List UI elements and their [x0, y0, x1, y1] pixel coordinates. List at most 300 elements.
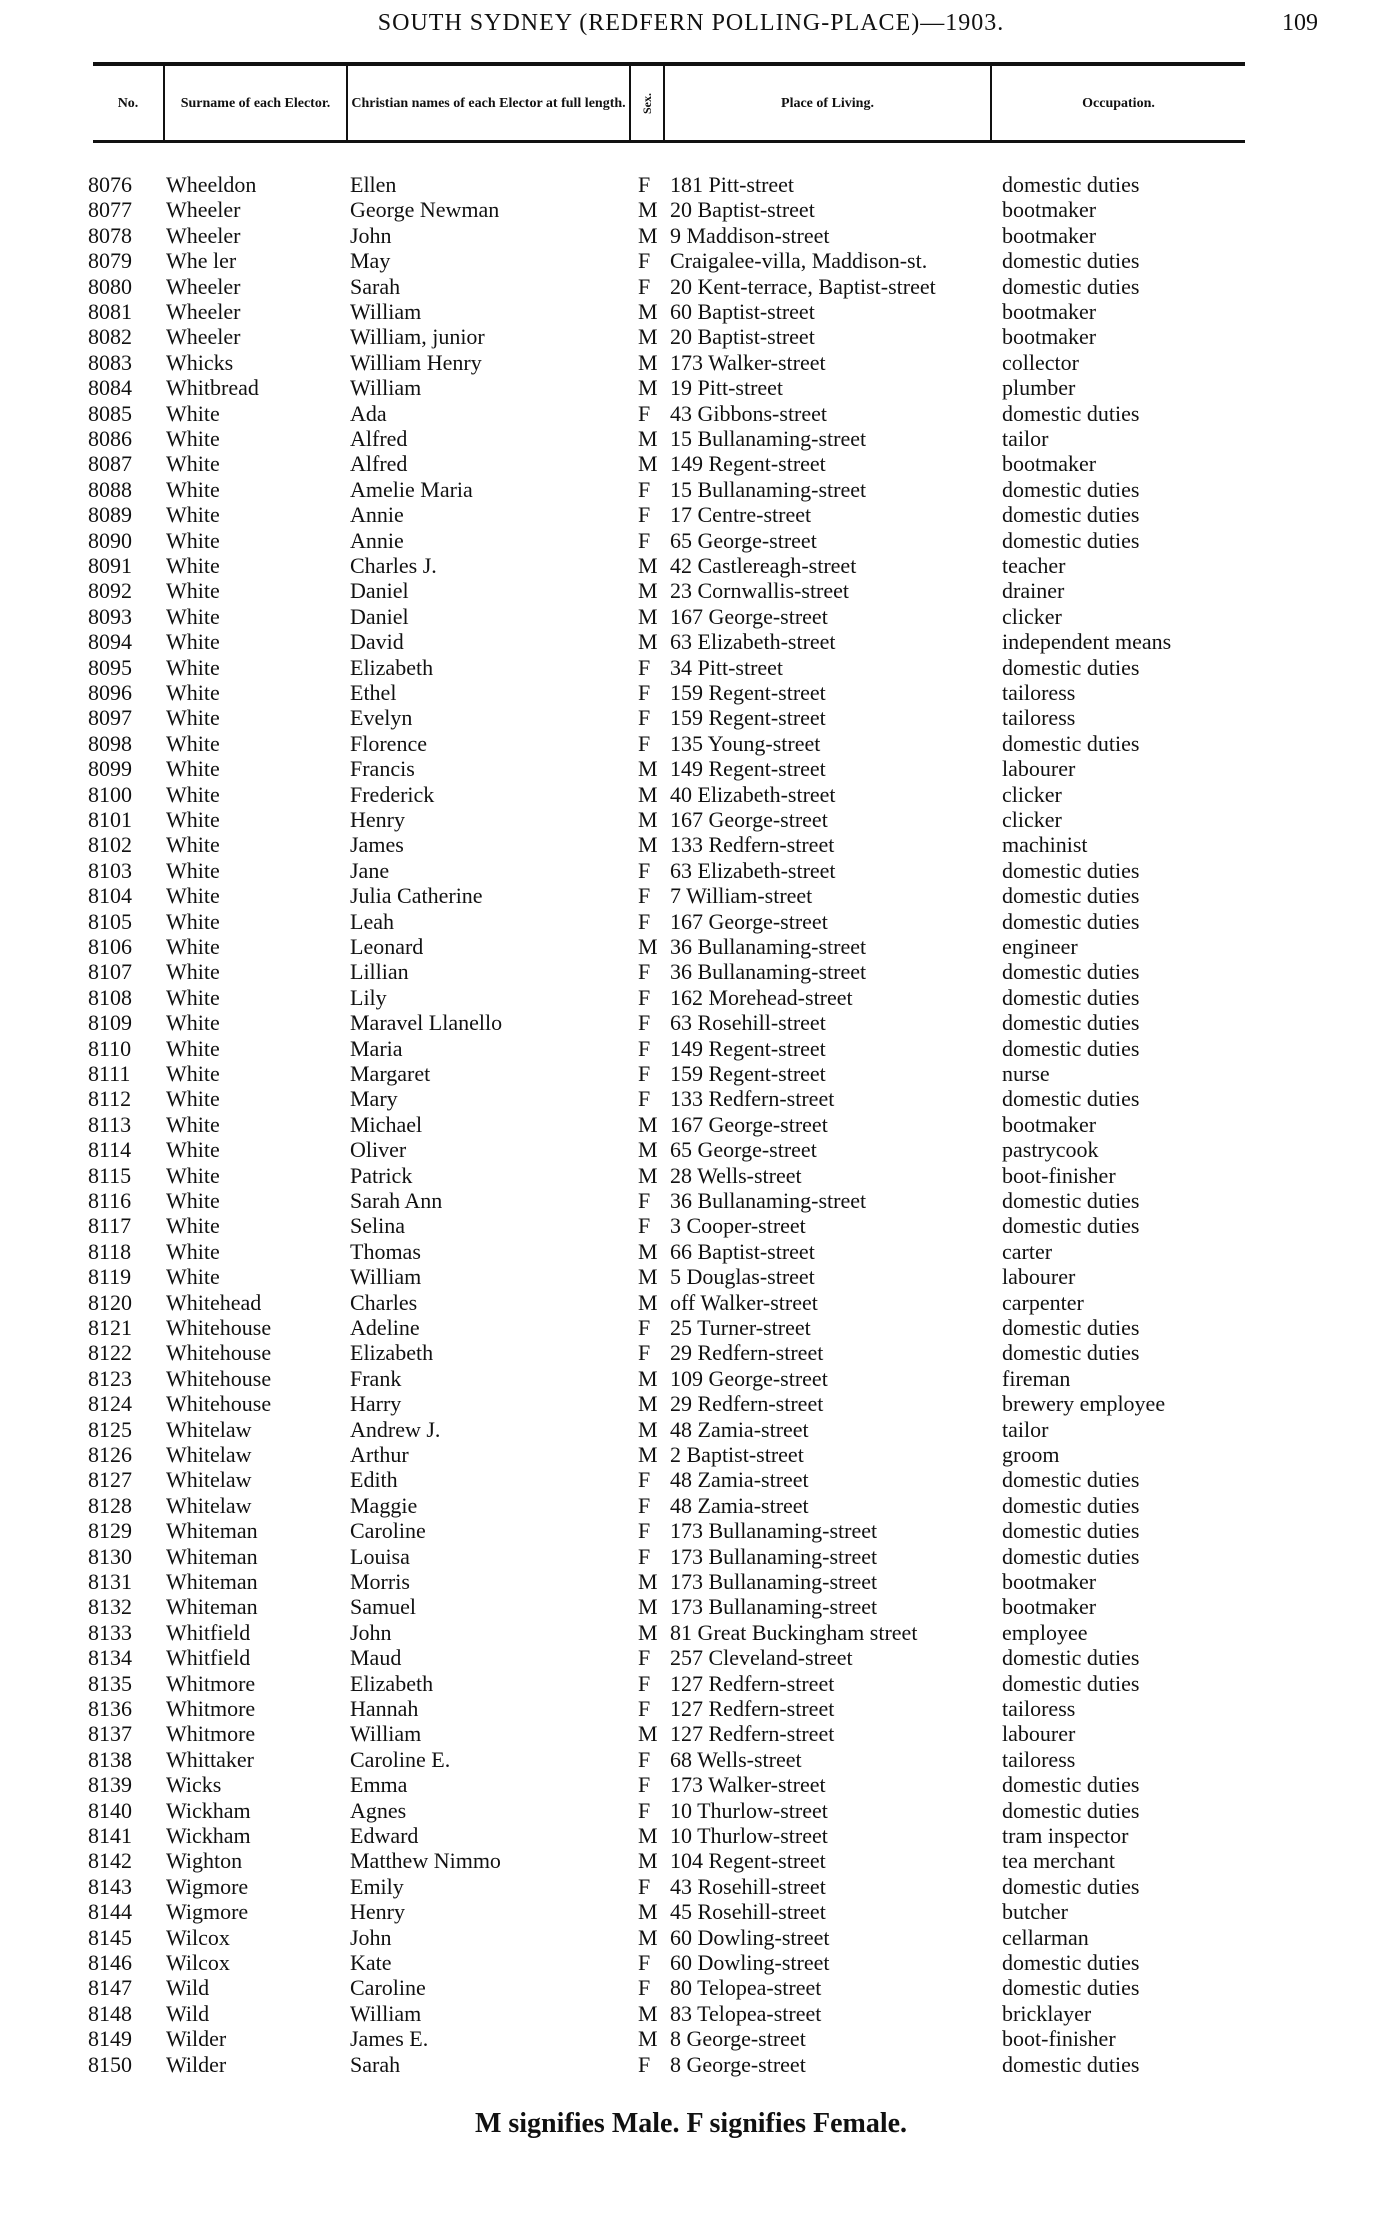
place-of-living: 15 Bullanaming-street — [670, 426, 867, 451]
sex: F — [638, 2051, 651, 2077]
occupation: domestic duties — [1002, 1010, 1140, 1036]
christian-names: Maggie — [350, 1492, 418, 1518]
sex: F — [638, 1213, 651, 1239]
elector-number: 8099 — [88, 756, 132, 782]
header-place: Place of Living. — [665, 66, 992, 140]
surname: White — [166, 654, 220, 680]
table-row — [0, 1950, 1382, 1975]
christian-names: James E. — [350, 2026, 429, 2052]
elector-number: 8109 — [88, 1010, 132, 1036]
sex: F — [638, 1340, 651, 1366]
christian-names: Henry — [350, 1899, 405, 1925]
occupation: tram inspector — [1002, 1823, 1129, 1848]
table-row — [0, 375, 1382, 400]
occupation: domestic duties — [1002, 1670, 1140, 1696]
place-of-living: 8 George-street — [670, 2051, 806, 2077]
surname: Whitmore — [166, 1696, 256, 1721]
surname: Whitmore — [166, 1670, 256, 1696]
occupation: domestic duties — [1002, 400, 1140, 426]
elector-number: 8150 — [88, 2051, 132, 2077]
surname: Whitmore — [166, 1721, 256, 1747]
table-row — [0, 1975, 1382, 2000]
place-of-living: 5 Douglas-street — [670, 1264, 815, 1290]
place-of-living: 63 Elizabeth-street — [670, 629, 836, 655]
elector-number: 8119 — [88, 1264, 132, 1290]
surname: Whitehouse — [166, 1340, 272, 1366]
sex: F — [638, 730, 651, 756]
elector-number: 8133 — [88, 1619, 132, 1645]
place-of-living: 23 Cornwallis-street — [670, 578, 850, 604]
header-occupation: Occupation. — [1082, 95, 1155, 111]
sex: F — [638, 857, 651, 883]
occupation: drainer — [1002, 578, 1065, 604]
place-of-living: 173 Walker-street — [670, 1772, 826, 1798]
occupation: clicker — [1002, 807, 1062, 832]
sex: M — [638, 222, 658, 248]
occupation: carter — [1002, 1238, 1053, 1264]
place-of-living: 29 Redfern-street — [670, 1340, 824, 1366]
christian-names: Francis — [350, 756, 415, 782]
christian-names: Lily — [350, 984, 387, 1010]
christian-names: Matthew Nimmo — [350, 1848, 501, 1874]
occupation: domestic duties — [1002, 1492, 1140, 1518]
surname: Wickham — [166, 1797, 251, 1823]
sex: F — [638, 1086, 651, 1112]
place-of-living: 173 Bullanaming-street — [670, 1543, 878, 1569]
sex: M — [638, 426, 658, 451]
occupation: bootmaker — [1002, 1111, 1097, 1137]
occupation: domestic duties — [1002, 654, 1140, 680]
elector-number: 8135 — [88, 1670, 132, 1696]
elector-number: 8113 — [88, 1111, 132, 1137]
table-row — [0, 731, 1382, 756]
christian-names: May — [350, 248, 391, 274]
christian-names: Caroline E. — [350, 1746, 451, 1772]
surname: Wheeler — [166, 299, 241, 324]
christian-names: Caroline — [350, 1975, 426, 2001]
surname: Wilcox — [166, 1924, 230, 1950]
christian-names: Evelyn — [350, 705, 413, 731]
christian-names: Harry — [350, 1391, 402, 1417]
occupation: machinist — [1002, 832, 1088, 858]
table-row — [0, 1671, 1382, 1696]
christian-names: Mary — [350, 1086, 398, 1112]
table-row — [0, 705, 1382, 730]
elector-number: 8122 — [88, 1340, 132, 1366]
sex: M — [638, 807, 658, 832]
elector-number: 8087 — [88, 451, 132, 477]
christian-names: Sarah Ann — [350, 1188, 443, 1213]
sex: F — [638, 1315, 651, 1340]
christian-names: Hannah — [350, 1696, 419, 1721]
place-of-living: 8 George-street — [670, 2026, 806, 2052]
christian-names: Daniel — [350, 603, 409, 629]
christian-names: Arthur — [350, 1442, 409, 1467]
elector-number: 8100 — [88, 781, 132, 807]
elector-number: 8082 — [88, 324, 132, 350]
table-row — [0, 502, 1382, 527]
surname: Whiteman — [166, 1543, 258, 1569]
sex: F — [638, 1467, 651, 1493]
sex: M — [638, 1899, 658, 1925]
table-row — [0, 1442, 1382, 1467]
surname: White — [166, 1162, 220, 1188]
occupation: domestic duties — [1002, 1467, 1140, 1493]
place-of-living: 25 Turner-street — [670, 1315, 811, 1340]
elector-number: 8132 — [88, 1594, 132, 1620]
sex: F — [638, 1010, 651, 1036]
elector-number: 8128 — [88, 1492, 132, 1518]
occupation: domestic duties — [1002, 1950, 1140, 1975]
christian-names: Morris — [350, 1569, 410, 1594]
christian-names: Michael — [350, 1111, 423, 1137]
elector-number: 8083 — [88, 349, 132, 375]
christian-names: Florence — [350, 730, 427, 756]
occupation: bootmaker — [1002, 197, 1097, 223]
place-of-living: 83 Telopea-street — [670, 2000, 822, 2026]
occupation: cellarman — [1002, 1924, 1089, 1950]
christian-names: Alfred — [350, 451, 408, 477]
sex: F — [638, 1035, 651, 1061]
sex: F — [638, 476, 651, 502]
elector-number: 8088 — [88, 476, 132, 502]
elector-number: 8096 — [88, 680, 132, 705]
elector-number: 8143 — [88, 1873, 132, 1899]
table-row — [0, 1747, 1382, 1772]
table-row — [0, 1645, 1382, 1670]
table-row — [0, 1239, 1382, 1264]
table-row — [0, 1874, 1382, 1899]
table-row — [0, 909, 1382, 934]
elector-number: 8104 — [88, 883, 132, 909]
table-row — [0, 172, 1382, 197]
sex: F — [638, 654, 651, 680]
table-row — [0, 2001, 1382, 2026]
surname: Whitelaw — [166, 1416, 252, 1442]
christian-names: Emma — [350, 1772, 408, 1798]
table-row — [0, 1036, 1382, 1061]
sex: F — [638, 527, 651, 553]
surname: White — [166, 1086, 220, 1112]
christian-names: William — [350, 1721, 422, 1747]
place-of-living: 167 George-street — [670, 908, 828, 934]
occupation: independent means — [1002, 629, 1172, 655]
surname: Wilcox — [166, 1950, 230, 1975]
christian-names: Maud — [350, 1645, 402, 1671]
occupation: tailoress — [1002, 1746, 1076, 1772]
elector-number: 8098 — [88, 730, 132, 756]
christian-names: Agnes — [350, 1797, 407, 1823]
sex: F — [638, 248, 651, 274]
elector-number: 8149 — [88, 2026, 132, 2052]
place-of-living: 28 Wells-street — [670, 1162, 802, 1188]
elector-number: 8126 — [88, 1442, 132, 1467]
place-of-living: 127 Redfern-street — [670, 1721, 835, 1747]
surname: Wigmore — [166, 1873, 249, 1899]
sex: M — [638, 832, 658, 858]
elector-number: 8094 — [88, 629, 132, 655]
table-row — [0, 1264, 1382, 1289]
surname: White — [166, 400, 220, 426]
table-row — [0, 1290, 1382, 1315]
christian-names: Maria — [350, 1035, 403, 1061]
surname: Wigmore — [166, 1899, 249, 1925]
occupation: domestic duties — [1002, 1873, 1140, 1899]
surname: White — [166, 1238, 220, 1264]
occupation: domestic duties — [1002, 959, 1140, 985]
table-row — [0, 934, 1382, 959]
elector-number: 8147 — [88, 1975, 132, 2001]
elector-number: 8138 — [88, 1746, 132, 1772]
christian-names: Henry — [350, 807, 405, 832]
surname: White — [166, 527, 220, 553]
elector-number: 8107 — [88, 959, 132, 985]
christian-names: Jane — [350, 857, 390, 883]
occupation: engineer — [1002, 934, 1078, 959]
table-row — [0, 1010, 1382, 1035]
occupation: domestic duties — [1002, 527, 1140, 553]
place-of-living: 7 William-street — [670, 883, 813, 909]
surname: White — [166, 730, 220, 756]
table-row — [0, 426, 1382, 451]
elector-number: 8115 — [88, 1162, 132, 1188]
table-row — [0, 477, 1382, 502]
christian-names: Thomas — [350, 1238, 421, 1264]
place-of-living: 81 Great Buckingham street — [670, 1619, 918, 1645]
table-row — [0, 1696, 1382, 1721]
occupation: plumber — [1002, 375, 1076, 401]
table-row — [0, 1772, 1382, 1797]
header-surname: Surname of each Elector. — [165, 66, 348, 140]
occupation: boot-finisher — [1002, 2026, 1116, 2052]
elector-number: 8105 — [88, 908, 132, 934]
surname: Whitbread — [166, 375, 259, 401]
sex: M — [638, 1365, 658, 1391]
sex: F — [638, 1746, 651, 1772]
sex: F — [638, 172, 651, 197]
surname: White — [166, 680, 220, 705]
page-number: 109 — [1282, 10, 1318, 36]
place-of-living: 9 Maddison-street — [670, 222, 830, 248]
occupation: domestic duties — [1002, 1797, 1140, 1823]
christian-names: William — [350, 2000, 422, 2026]
place-of-living: 149 Regent-street — [670, 451, 826, 477]
occupation: bricklayer — [1002, 2000, 1092, 2026]
christian-names: John — [350, 1619, 392, 1645]
surname: Wicks — [166, 1772, 222, 1798]
elector-number: 8111 — [88, 1061, 131, 1086]
sex: M — [638, 451, 658, 477]
elector-number: 8121 — [88, 1315, 132, 1340]
place-of-living: 34 Pitt-street — [670, 654, 784, 680]
table-row — [0, 1391, 1382, 1416]
place-of-living: 133 Redfern-street — [670, 832, 835, 858]
christian-names: William, junior — [350, 324, 485, 350]
occupation: collector — [1002, 349, 1079, 375]
occupation: carpenter — [1002, 1289, 1084, 1315]
sex: M — [638, 1594, 658, 1620]
sex: M — [638, 1848, 658, 1874]
place-of-living: 159 Regent-street — [670, 1061, 826, 1086]
occupation: bootmaker — [1002, 299, 1097, 324]
sex: F — [638, 1670, 651, 1696]
place-of-living: 17 Centre-street — [670, 502, 812, 528]
place-of-living: 63 Elizabeth-street — [670, 857, 836, 883]
occupation: domestic duties — [1002, 273, 1140, 299]
occupation: nurse — [1002, 1061, 1050, 1086]
surname: Wickham — [166, 1823, 251, 1848]
christian-names: Emily — [350, 1873, 404, 1899]
sex: M — [638, 2026, 658, 2052]
christian-names: Selina — [350, 1213, 405, 1239]
elector-number: 8117 — [88, 1213, 132, 1239]
christian-names: Elizabeth — [350, 1340, 434, 1366]
surname: White — [166, 476, 220, 502]
surname: White — [166, 1188, 220, 1213]
christian-names: Leonard — [350, 934, 424, 959]
occupation: bootmaker — [1002, 222, 1097, 248]
occupation: domestic duties — [1002, 1086, 1140, 1112]
elector-number: 8081 — [88, 299, 132, 324]
elector-number: 8125 — [88, 1416, 132, 1442]
sex: F — [638, 1543, 651, 1569]
occupation: employee — [1002, 1619, 1088, 1645]
surname: Wheeler — [166, 273, 241, 299]
elector-number: 8086 — [88, 426, 132, 451]
christian-names: Sarah — [350, 273, 401, 299]
sex: F — [638, 1696, 651, 1721]
surname: Whitehead — [166, 1289, 262, 1315]
place-of-living: 173 Walker-street — [670, 349, 826, 375]
sex: F — [638, 1061, 651, 1086]
elector-number: 8144 — [88, 1899, 132, 1925]
table-row — [0, 1137, 1382, 1162]
footer-legend: M signifies Male. F signifies Female. — [474, 2108, 908, 2139]
elector-number: 8078 — [88, 222, 132, 248]
place-of-living: Craigalee-villa, Maddison-st. — [670, 248, 928, 274]
sex: F — [638, 273, 651, 299]
place-of-living: off Walker-street — [670, 1289, 818, 1315]
surname: White — [166, 1035, 220, 1061]
table-row — [0, 756, 1382, 781]
sex: F — [638, 1518, 651, 1544]
surname: White — [166, 781, 220, 807]
surname: Wild — [166, 1975, 210, 2001]
elector-number: 8141 — [88, 1823, 132, 1848]
elector-number: 8110 — [88, 1035, 132, 1061]
christian-names: William — [350, 375, 422, 401]
place-of-living: 135 Young-street — [670, 730, 821, 756]
elector-number: 8134 — [88, 1645, 132, 1671]
table-row — [0, 807, 1382, 832]
place-of-living: 29 Redfern-street — [670, 1391, 824, 1417]
sex: M — [638, 1442, 658, 1467]
christian-names: Charles J. — [350, 553, 437, 578]
table-row — [0, 350, 1382, 375]
surname: White — [166, 629, 220, 655]
surname: White — [166, 756, 220, 782]
occupation: boot-finisher — [1002, 1162, 1116, 1188]
place-of-living: 80 Telopea-street — [670, 1975, 822, 2001]
sex: F — [638, 502, 651, 528]
header-christian-names: Christian names of each Elector at full length. — [348, 66, 631, 140]
occupation: fireman — [1002, 1365, 1071, 1391]
christian-names: Edith — [350, 1467, 398, 1493]
sex: F — [638, 883, 651, 909]
surname: Wilder — [166, 2051, 227, 2077]
table-row — [0, 985, 1382, 1010]
elector-number: 8136 — [88, 1696, 132, 1721]
elector-number: 8108 — [88, 984, 132, 1010]
occupation: domestic duties — [1002, 476, 1140, 502]
sex: F — [638, 908, 651, 934]
christian-names: Annie — [350, 527, 404, 553]
place-of-living: 43 Rosehill-street — [670, 1873, 826, 1899]
table-row — [0, 401, 1382, 426]
sex: M — [638, 578, 658, 604]
elector-number: 8118 — [88, 1238, 132, 1264]
table-row — [0, 959, 1382, 984]
christian-names: Frederick — [350, 781, 435, 807]
table-row — [0, 629, 1382, 654]
christian-names: Louisa — [350, 1543, 410, 1569]
elector-number: 8129 — [88, 1518, 132, 1544]
table-row — [0, 680, 1382, 705]
table-row — [0, 655, 1382, 680]
occupation: tailor — [1002, 426, 1049, 451]
surname: White — [166, 857, 220, 883]
sex: M — [638, 2000, 658, 2026]
place-of-living: 159 Regent-street — [670, 705, 826, 731]
elector-number: 8095 — [88, 654, 132, 680]
christian-names: Kate — [350, 1950, 392, 1975]
table-row — [0, 1417, 1382, 1442]
table-row — [0, 528, 1382, 553]
occupation: domestic duties — [1002, 984, 1140, 1010]
sex: M — [638, 934, 658, 959]
occupation: domestic duties — [1002, 1213, 1140, 1239]
elector-number: 8148 — [88, 2000, 132, 2026]
place-of-living: 127 Redfern-street — [670, 1670, 835, 1696]
sex: F — [638, 1492, 651, 1518]
christian-names: Frank — [350, 1365, 402, 1391]
table-row — [0, 1188, 1382, 1213]
place-of-living: 162 Morehead-street — [670, 984, 853, 1010]
occupation: tea merchant — [1002, 1848, 1115, 1874]
place-of-living: 20 Baptist-street — [670, 197, 815, 223]
place-of-living: 167 George-street — [670, 603, 828, 629]
sex: F — [638, 1950, 651, 1975]
table-row — [0, 299, 1382, 324]
occupation: labourer — [1002, 756, 1076, 782]
surname: Wheeldon — [166, 172, 257, 197]
christian-names: George Newman — [350, 197, 500, 223]
surname: Whicks — [166, 349, 234, 375]
occupation: tailoress — [1002, 680, 1076, 705]
table-row — [0, 1518, 1382, 1543]
sex: F — [638, 959, 651, 985]
sex: M — [638, 1238, 658, 1264]
place-of-living: 20 Baptist-street — [670, 324, 815, 350]
place-of-living: 149 Regent-street — [670, 756, 826, 782]
table-row — [0, 782, 1382, 807]
sex: M — [638, 603, 658, 629]
table-row — [0, 1823, 1382, 1848]
place-of-living: 15 Bullanaming-street — [670, 476, 867, 502]
elector-number: 8116 — [88, 1188, 132, 1213]
elector-number: 8142 — [88, 1848, 132, 1874]
elector-number: 8077 — [88, 197, 132, 223]
